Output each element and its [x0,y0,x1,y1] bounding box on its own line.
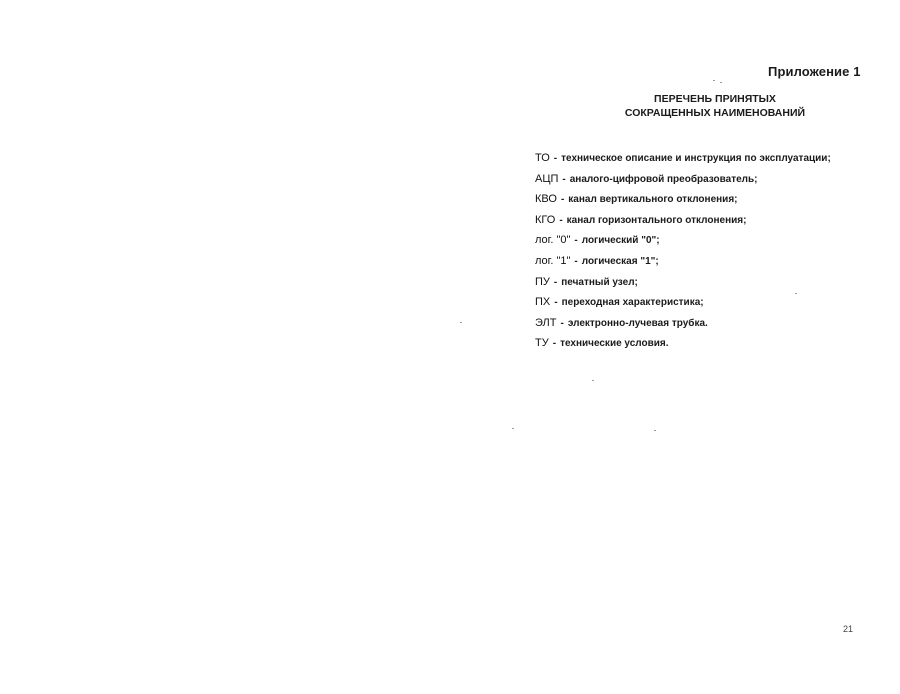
definition: техническое описание и инструкция по эксплуатации; [561,153,831,164]
list-item: КВО - канал вертикального отклонения; [535,193,738,206]
abbreviation: ТУ [535,337,549,350]
appendix-label: Приложение 1 [768,64,861,79]
scan-speck [592,380,594,381]
scan-speck [795,293,797,294]
page-number: 21 [843,624,854,634]
definition: логическая "1"; [581,255,659,267]
abbreviation: ПУ [535,275,550,288]
list-title [560,92,870,120]
list-item: КГО - канал горизонтального отклонения; [535,213,747,226]
abbreviation: КВО [535,193,557,206]
list-item: лог. "1" - логическая "1"; [535,254,659,267]
abbreviation: АЦП [535,172,559,185]
definition: канал горизонтального отклонения; [566,214,747,226]
abbreviation: КГО [535,213,556,226]
abbreviation: ЭЛТ [535,316,557,329]
scan-speck [460,322,462,323]
scan-speck [713,80,715,81]
title-line-1: ПЕРЕЧЕНЬ ПРИНЯТЫХ [654,93,776,105]
definition: переходная характеристика; [561,297,704,309]
list-item: ПХ - переходная характеристика; [535,296,704,309]
list-item: ЭЛТ - электронно-лучевая трубка. [535,316,708,329]
list-item: ТО - техническое описание и инструкция по эксплуатации; [535,152,831,164]
definition: технические условия. [560,338,669,350]
list-item: ТУ - технические условия. [535,337,669,350]
scan-speck [720,82,722,83]
title-line-2: СОКРАЩЕННЫХ НАИМЕНОВАНИЙ [624,107,806,119]
definition: аналого-цифровой преобразователь; [569,173,758,185]
definition: логический "0"; [581,235,660,247]
abbreviation-list [535,152,831,358]
definition: электронно-лучевая трубка. [567,317,708,329]
definition: канал вертикального отклонения; [568,194,738,206]
abbreviation: ПХ [535,296,551,309]
scan-speck [512,428,514,429]
list-item: АЦП - аналого-цифровой преобразователь; [535,172,758,185]
abbreviation: лог. "1" [535,254,571,267]
definition: печатный узел; [561,276,638,288]
scan-speck [654,430,656,431]
list-item: ПУ - печатный узел; [535,275,638,288]
abbreviation: лог. "0" [535,234,571,247]
list-item: лог. "0" - логический "0"; [535,234,660,247]
abbreviation: ТО [535,152,550,164]
